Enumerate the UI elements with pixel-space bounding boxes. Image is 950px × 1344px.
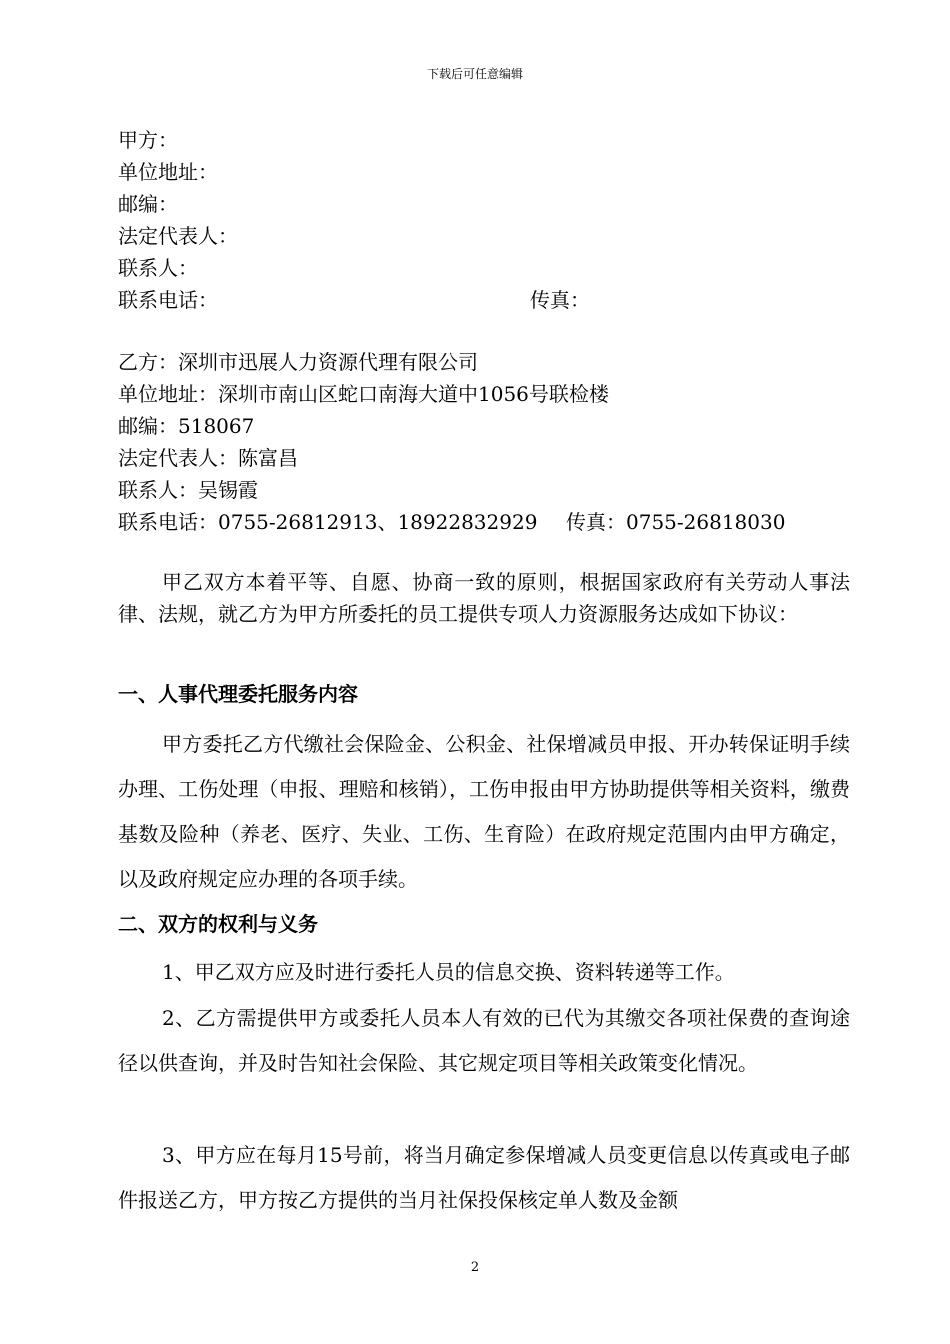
party-b-legal-rep: 法定代表人：陈富昌: [118, 446, 298, 470]
party-b-fax: 传真：0755-26818030: [566, 510, 786, 534]
party-a-phone-label: 联系电话：: [118, 288, 218, 312]
party-a-contact-label: 联系人：: [118, 256, 198, 280]
section-2-item-2: 2、乙方需提供甲方或委托人员本人有效的已代为其缴交各项社保费的查询途径以供查询，并及时告知社会保险、其它规定项目等相关政策变化情况。: [118, 1006, 850, 1075]
party-a-label: 甲方：: [118, 128, 178, 152]
party-a-info: [118, 124, 858, 316]
party-a-fax-label: 传真：: [530, 288, 590, 312]
party-a-address-label: 单位地址：: [118, 160, 218, 184]
section-2-item-3: 3、甲方应在每月15号前，将当月确定参保增减人员变更信息以传真或电子邮件报送乙方，甲方按乙方提供的当月社保投保核定单人数及金额: [118, 1143, 850, 1212]
section-1-body: 甲方委托乙方代缴社会保险金、公积金、社保增减员申报、开办转保证明手续办理、工伤处理（申报、理赔和核销），工伤申报由甲方协助提供等相关资料，缴费基数及险种（养老、医疗、失业、工伤、生育险）在政府规定范围内由甲方确定，以及政府规定应办理的各项手续。: [118, 732, 850, 891]
party-b-postcode: 邮编：518067: [118, 414, 255, 438]
intro-paragraph: 甲乙双方本着平等、自愿、协商一致的原则，根据国家政府有关劳动人事法律、法规，就乙方为甲方所委托的员工提供专项人力资源服务达成如下协议：: [118, 570, 850, 626]
party-b-phone: 联系电话：0755-26812913、18922832929: [118, 510, 538, 534]
page-header-note: 下载后可任意编辑: [426, 67, 523, 81]
party-b-phone-row: [118, 506, 858, 538]
page-number: 2: [470, 1260, 480, 1275]
party-b-name: 乙方：深圳市迅展人力资源代理有限公司: [118, 350, 478, 374]
section-1-heading: 一、人事代理委托服务内容: [118, 682, 358, 706]
party-b-contact: 联系人：吴锡霞: [118, 478, 258, 502]
party-a-legal-rep-label: 法定代表人：: [118, 224, 238, 248]
section-2-item-1: 1、甲乙双方应及时进行委托人员的信息交换、资料转递等工作。: [162, 960, 735, 984]
party-b-info: [118, 346, 858, 538]
party-a-postcode-label: 邮编：: [118, 192, 178, 216]
party-b-address: 单位地址：深圳市南山区蛇口南海大道中1056号联检楼: [118, 382, 609, 406]
section-2-heading: 二、双方的权利与义务: [118, 912, 318, 936]
party-a-phone-row: [118, 284, 858, 316]
